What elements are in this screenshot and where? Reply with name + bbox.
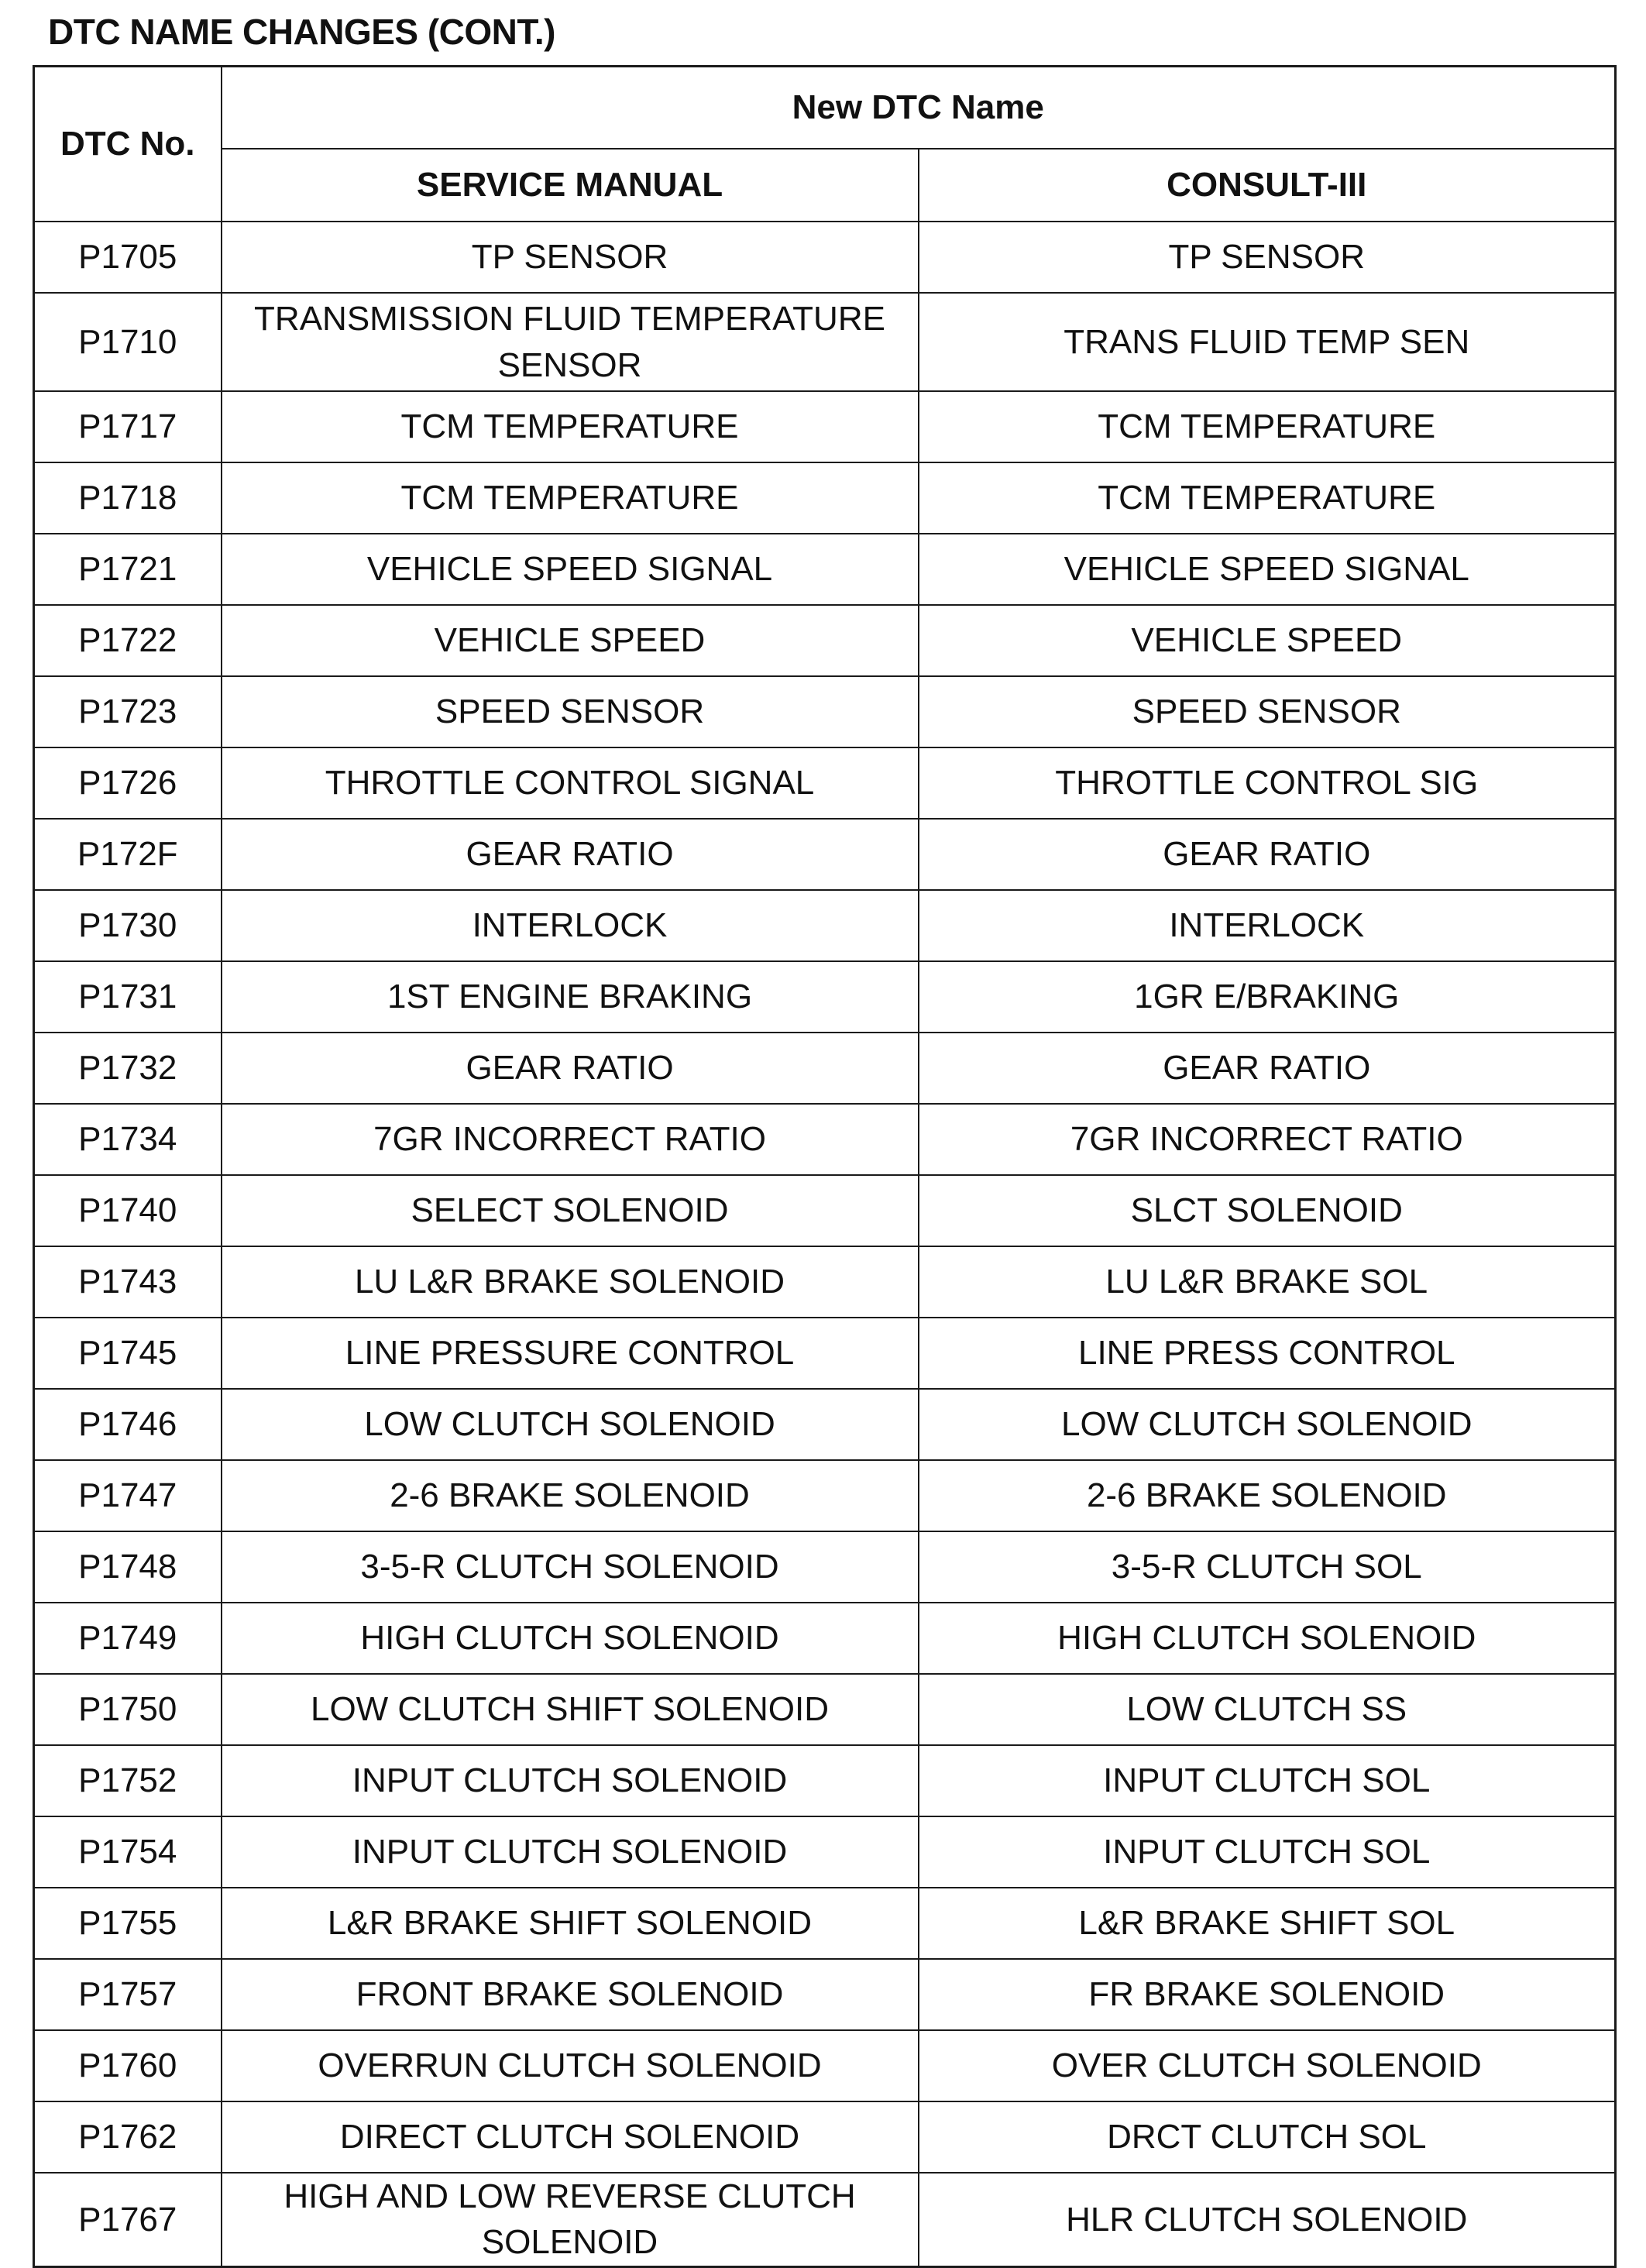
- table-row: [34, 1888, 1616, 1959]
- service-manual-name-cell: TP SENSOR: [222, 222, 919, 293]
- service-manual-name-cell: HIGH AND LOW REVERSE CLUTCH SOLENOID: [222, 2173, 919, 2266]
- dtc-code-cell: P1747: [34, 1460, 222, 1531]
- table-row: [34, 961, 1616, 1033]
- table-row: [34, 747, 1616, 819]
- service-manual-name-cell: OVERRUN CLUTCH SOLENOID: [222, 2030, 919, 2101]
- consult-name-cell: VEHICLE SPEED: [919, 605, 1616, 676]
- table-body: [34, 222, 1616, 2266]
- service-manual-name-cell: LINE PRESSURE CONTROL: [222, 1318, 919, 1389]
- table-subheader-row: [34, 149, 1616, 222]
- table-row: [34, 1389, 1616, 1460]
- dtc-code-cell: P1734: [34, 1104, 222, 1175]
- header-consult: CONSULT-III: [919, 149, 1616, 222]
- consult-name-cell: LU L&R BRAKE SOL: [919, 1246, 1616, 1318]
- dtc-code-cell: P1721: [34, 534, 222, 605]
- consult-name-cell: SLCT SOLENOID: [919, 1175, 1616, 1246]
- dtc-code-cell: P1723: [34, 676, 222, 747]
- dtc-code-cell: P1749: [34, 1603, 222, 1674]
- service-manual-name-cell: DIRECT CLUTCH SOLENOID: [222, 2101, 919, 2173]
- header-service-manual: SERVICE MANUAL: [222, 149, 919, 222]
- table-row: [34, 1674, 1616, 1745]
- service-manual-name-cell: 3-5-R CLUTCH SOLENOID: [222, 1531, 919, 1603]
- consult-name-cell: GEAR RATIO: [919, 1033, 1616, 1104]
- dtc-code-cell: P1762: [34, 2101, 222, 2173]
- consult-name-cell: 2-6 BRAKE SOLENOID: [919, 1460, 1616, 1531]
- header-new-dtc-name: New DTC Name: [222, 67, 1616, 149]
- service-manual-name-cell: SELECT SOLENOID: [222, 1175, 919, 1246]
- dtc-code-cell: P1745: [34, 1318, 222, 1389]
- table-row: [34, 890, 1616, 961]
- table-row: [34, 1318, 1616, 1389]
- table-row: [34, 676, 1616, 747]
- service-manual-name-cell: FRONT BRAKE SOLENOID: [222, 1959, 919, 2030]
- consult-name-cell: VEHICLE SPEED SIGNAL: [919, 534, 1616, 605]
- table-row: [34, 222, 1616, 293]
- dtc-code-cell: P1730: [34, 890, 222, 961]
- dtc-name-table: [33, 65, 1617, 2268]
- dtc-code-cell: P1732: [34, 1033, 222, 1104]
- consult-name-cell: LINE PRESS CONTROL: [919, 1318, 1616, 1389]
- table-row: [34, 1745, 1616, 1816]
- dtc-code-cell: P1718: [34, 462, 222, 534]
- table-row: [34, 605, 1616, 676]
- consult-name-cell: TCM TEMPERATURE: [919, 462, 1616, 534]
- consult-name-cell: DRCT CLUTCH SOL: [919, 2101, 1616, 2173]
- dtc-code-cell: P1743: [34, 1246, 222, 1318]
- dtc-code-cell: P1754: [34, 1816, 222, 1888]
- service-manual-name-cell: TCM TEMPERATURE: [222, 391, 919, 462]
- table-row: [34, 462, 1616, 534]
- table-row: [34, 1816, 1616, 1888]
- table-row: [34, 1959, 1616, 2030]
- dtc-code-cell: P1746: [34, 1389, 222, 1460]
- table-row: [34, 1033, 1616, 1104]
- dtc-code-cell: P1757: [34, 1959, 222, 2030]
- service-manual-name-cell: 2-6 BRAKE SOLENOID: [222, 1460, 919, 1531]
- dtc-code-cell: P1752: [34, 1745, 222, 1816]
- consult-name-cell: TCM TEMPERATURE: [919, 391, 1616, 462]
- table-row: [34, 293, 1616, 391]
- dtc-code-cell: P1760: [34, 2030, 222, 2101]
- consult-name-cell: OVER CLUTCH SOLENOID: [919, 2030, 1616, 2101]
- service-manual-name-cell: GEAR RATIO: [222, 1033, 919, 1104]
- header-dtc-no: DTC No.: [34, 67, 222, 222]
- dtc-code-cell: P1755: [34, 1888, 222, 1959]
- consult-name-cell: HIGH CLUTCH SOLENOID: [919, 1603, 1616, 1674]
- dtc-code-cell: P172F: [34, 819, 222, 890]
- dtc-code-cell: P1726: [34, 747, 222, 819]
- table-row: [34, 1603, 1616, 1674]
- table-row: [34, 1104, 1616, 1175]
- consult-name-cell: INPUT CLUTCH SOL: [919, 1816, 1616, 1888]
- consult-name-cell: INPUT CLUTCH SOL: [919, 1745, 1616, 1816]
- dtc-code-cell: P1717: [34, 391, 222, 462]
- table-row: [34, 391, 1616, 462]
- service-manual-name-cell: VEHICLE SPEED SIGNAL: [222, 534, 919, 605]
- table-row: [34, 1246, 1616, 1318]
- dtc-code-cell: P1705: [34, 222, 222, 293]
- table-group-header-row: [34, 67, 1616, 149]
- consult-name-cell: 3-5-R CLUTCH SOL: [919, 1531, 1616, 1603]
- service-manual-name-cell: VEHICLE SPEED: [222, 605, 919, 676]
- table-row: [34, 1175, 1616, 1246]
- consult-name-cell: LOW CLUTCH SS: [919, 1674, 1616, 1745]
- consult-name-cell: INTERLOCK: [919, 890, 1616, 961]
- dtc-code-cell: P1710: [34, 293, 222, 391]
- service-manual-name-cell: TCM TEMPERATURE: [222, 462, 919, 534]
- table-row: [34, 1460, 1616, 1531]
- service-manual-name-cell: INTERLOCK: [222, 890, 919, 961]
- table-row: [34, 2030, 1616, 2101]
- consult-name-cell: TP SENSOR: [919, 222, 1616, 293]
- service-manual-name-cell: THROTTLE CONTROL SIGNAL: [222, 747, 919, 819]
- service-manual-name-cell: 7GR INCORRECT RATIO: [222, 1104, 919, 1175]
- service-manual-name-cell: INPUT CLUTCH SOLENOID: [222, 1816, 919, 1888]
- consult-name-cell: LOW CLUTCH SOLENOID: [919, 1389, 1616, 1460]
- service-manual-name-cell: LOW CLUTCH SHIFT SOLENOID: [222, 1674, 919, 1745]
- dtc-code-cell: P1740: [34, 1175, 222, 1246]
- dtc-code-cell: P1767: [34, 2173, 222, 2266]
- table-row: [34, 1531, 1616, 1603]
- consult-name-cell: GEAR RATIO: [919, 819, 1616, 890]
- service-manual-name-cell: LOW CLUTCH SOLENOID: [222, 1389, 919, 1460]
- service-manual-name-cell: LU L&R BRAKE SOLENOID: [222, 1246, 919, 1318]
- table-row: [34, 2173, 1616, 2266]
- service-manual-name-cell: 1ST ENGINE BRAKING: [222, 961, 919, 1033]
- service-manual-name-cell: INPUT CLUTCH SOLENOID: [222, 1745, 919, 1816]
- service-manual-name-cell: GEAR RATIO: [222, 819, 919, 890]
- dtc-code-cell: P1750: [34, 1674, 222, 1745]
- consult-name-cell: L&R BRAKE SHIFT SOL: [919, 1888, 1616, 1959]
- table-row: [34, 2101, 1616, 2173]
- service-manual-name-cell: SPEED SENSOR: [222, 676, 919, 747]
- consult-name-cell: FR BRAKE SOLENOID: [919, 1959, 1616, 2030]
- dtc-code-cell: P1731: [34, 961, 222, 1033]
- consult-name-cell: HLR CLUTCH SOLENOID: [919, 2173, 1616, 2266]
- service-manual-name-cell: HIGH CLUTCH SOLENOID: [222, 1603, 919, 1674]
- consult-name-cell: SPEED SENSOR: [919, 676, 1616, 747]
- page-title: DTC NAME CHANGES (CONT.): [48, 12, 555, 52]
- service-manual-name-cell: TRANSMISSION FLUID TEMPERATURE SENSOR: [222, 293, 919, 391]
- consult-name-cell: 1GR E/BRAKING: [919, 961, 1616, 1033]
- table-row: [34, 534, 1616, 605]
- service-manual-name-cell: L&R BRAKE SHIFT SOLENOID: [222, 1888, 919, 1959]
- table-row: [34, 819, 1616, 890]
- consult-name-cell: TRANS FLUID TEMP SEN: [919, 293, 1616, 391]
- consult-name-cell: 7GR INCORRECT RATIO: [919, 1104, 1616, 1175]
- consult-name-cell: THROTTLE CONTROL SIG: [919, 747, 1616, 819]
- dtc-code-cell: P1722: [34, 605, 222, 676]
- dtc-code-cell: P1748: [34, 1531, 222, 1603]
